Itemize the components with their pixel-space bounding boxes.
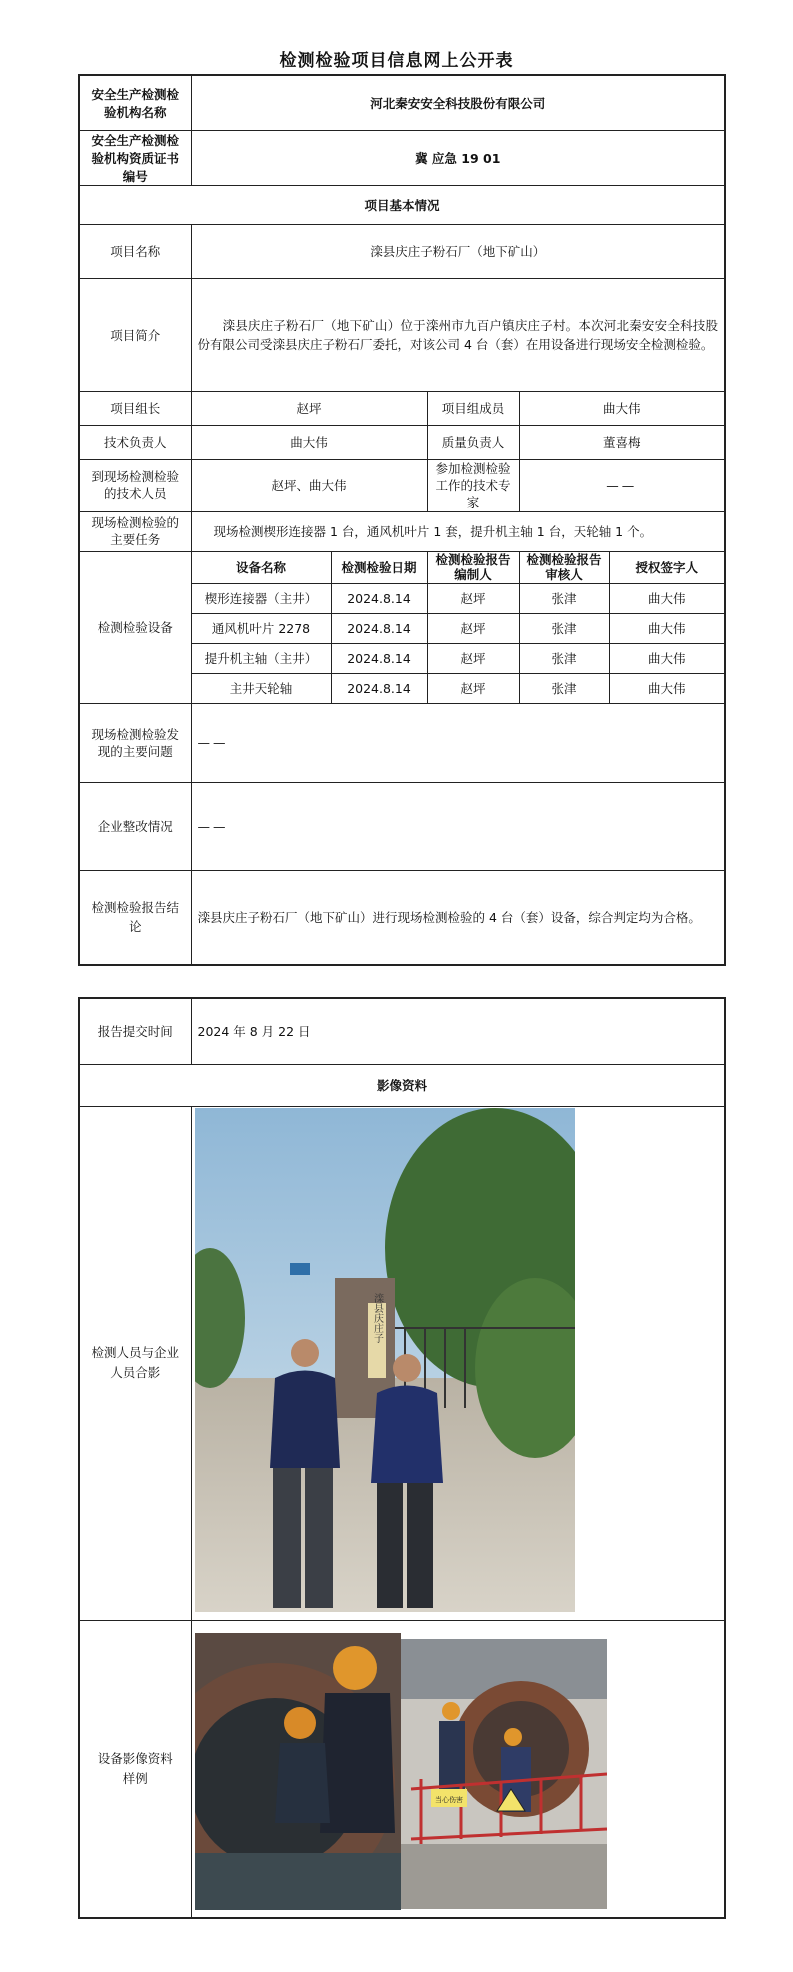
leader-label: 项目组长 [79, 391, 191, 425]
expert-label: 参加检测检验工作的技术专家 [427, 459, 519, 511]
basic-section-title: 项目基本情况 [79, 185, 725, 224]
equipment-photo-right [401, 1639, 607, 1909]
onsite-value: 赵坪、曲大伟 [191, 459, 427, 511]
equipment-cell: 2024.8.14 [331, 673, 427, 703]
tasks-value: 现场检测楔形连接器 1 台，通风机叶片 1 套，提升机主轴 1 台，天轮轴 1 个。 [191, 511, 725, 551]
org-cert-value: 冀 应急 19 01 [191, 130, 725, 185]
equipment-header-reviewer: 检测检验报告审核人 [519, 551, 609, 583]
org-cert-label: 安全生产检测检验机构资质证书编号 [79, 130, 191, 185]
equipment-cell: 赵坪 [427, 673, 519, 703]
leader-value: 赵坪 [191, 391, 427, 425]
onsite-label: 到现场检测检验的技术人员 [79, 459, 191, 511]
equipment-cell: 曲大伟 [609, 643, 725, 673]
equipment-photo-label: 设备影像资料样例 [79, 1620, 191, 1918]
equipment-label: 检测检验设备 [79, 551, 191, 703]
issues-value: —— [191, 703, 725, 782]
quality-label: 质量负责人 [427, 425, 519, 459]
equipment-cell: 张津 [519, 583, 609, 613]
equipment-cell: 赵坪 [427, 643, 519, 673]
rectify-value: —— [191, 782, 725, 870]
equipment-cell: 张津 [519, 673, 609, 703]
equipment-cell: 曲大伟 [609, 673, 725, 703]
members-label: 项目组成员 [427, 391, 519, 425]
equipment-header-signer: 授权签字人 [609, 551, 725, 583]
equipment-cell: 曲大伟 [609, 583, 725, 613]
equipment-cell: 张津 [519, 643, 609, 673]
submit-label: 报告提交时间 [79, 998, 191, 1064]
equipment-cell: 曲大伟 [609, 613, 725, 643]
group-photo-label: 检测人员与企业人员合影 [79, 1106, 191, 1620]
tech-label: 技术负责人 [79, 425, 191, 459]
equipment-cell: 赵坪 [427, 613, 519, 643]
conclusion-label: 检测检验报告结论 [79, 870, 191, 965]
equipment-cell: 2024.8.14 [331, 643, 427, 673]
intro-label: 项目简介 [79, 278, 191, 391]
warning-sign: 当心伤害 [435, 1796, 463, 1804]
project-name-value: 滦县庆庄子粉石厂（地下矿山） [191, 224, 725, 278]
members-value: 曲大伟 [519, 391, 725, 425]
tech-value: 曲大伟 [191, 425, 427, 459]
submit-value: 2024 年 8 月 22 日 [191, 998, 725, 1064]
gate-sign: 滦县庆庄子 [371, 1293, 383, 1343]
issues-label: 现场检测检验发现的主要问题 [79, 703, 191, 782]
page-title: 检测检验项目信息网上公开表 [279, 51, 514, 71]
org-name-value: 河北秦安安全科技股份有限公司 [191, 75, 725, 130]
equipment-cell: 2024.8.14 [331, 613, 427, 643]
equipment-cell: 张津 [519, 613, 609, 643]
intro-text: 滦县庆庄子粉石厂（地下矿山）位于滦州市九百户镇庆庄子村。本次河北秦安安全科技股份有限公司受滦县庆庄子粉石厂委托，对该公司 4 台（套）在用设备进行现场安全检测检验。 [191, 278, 725, 391]
equipment-cell: 通风机叶片 2278 [191, 613, 331, 643]
quality-value: 董喜梅 [519, 425, 725, 459]
equipment-cell: 提升机主轴（主井） [191, 643, 331, 673]
equipment-header-name: 设备名称 [191, 551, 331, 583]
info-table [78, 74, 726, 966]
org-name-label: 安全生产检测检验机构名称 [79, 75, 191, 130]
equipment-photo-left [195, 1633, 401, 1910]
equipment-header-date: 检测检验日期 [331, 551, 427, 583]
equipment-cell: 楔形连接器（主井） [191, 583, 331, 613]
images-section-title: 影像资料 [79, 1064, 725, 1106]
equipment-cell: 2024.8.14 [331, 583, 427, 613]
equipment-header-author: 检测检验报告编制人 [427, 551, 519, 583]
project-name-label: 项目名称 [79, 224, 191, 278]
group-photo [195, 1108, 575, 1612]
rectify-label: 企业整改情况 [79, 782, 191, 870]
expert-value: —— [519, 459, 725, 511]
tasks-label: 现场检测检验的主要任务 [79, 511, 191, 551]
equipment-cell: 赵坪 [427, 583, 519, 613]
equipment-cell: 主井天轮轴 [191, 673, 331, 703]
conclusion-value: 滦县庆庄子粉石厂（地下矿山）进行现场检测检验的 4 台（套）设备，综合判定均为合格。 [191, 870, 725, 965]
